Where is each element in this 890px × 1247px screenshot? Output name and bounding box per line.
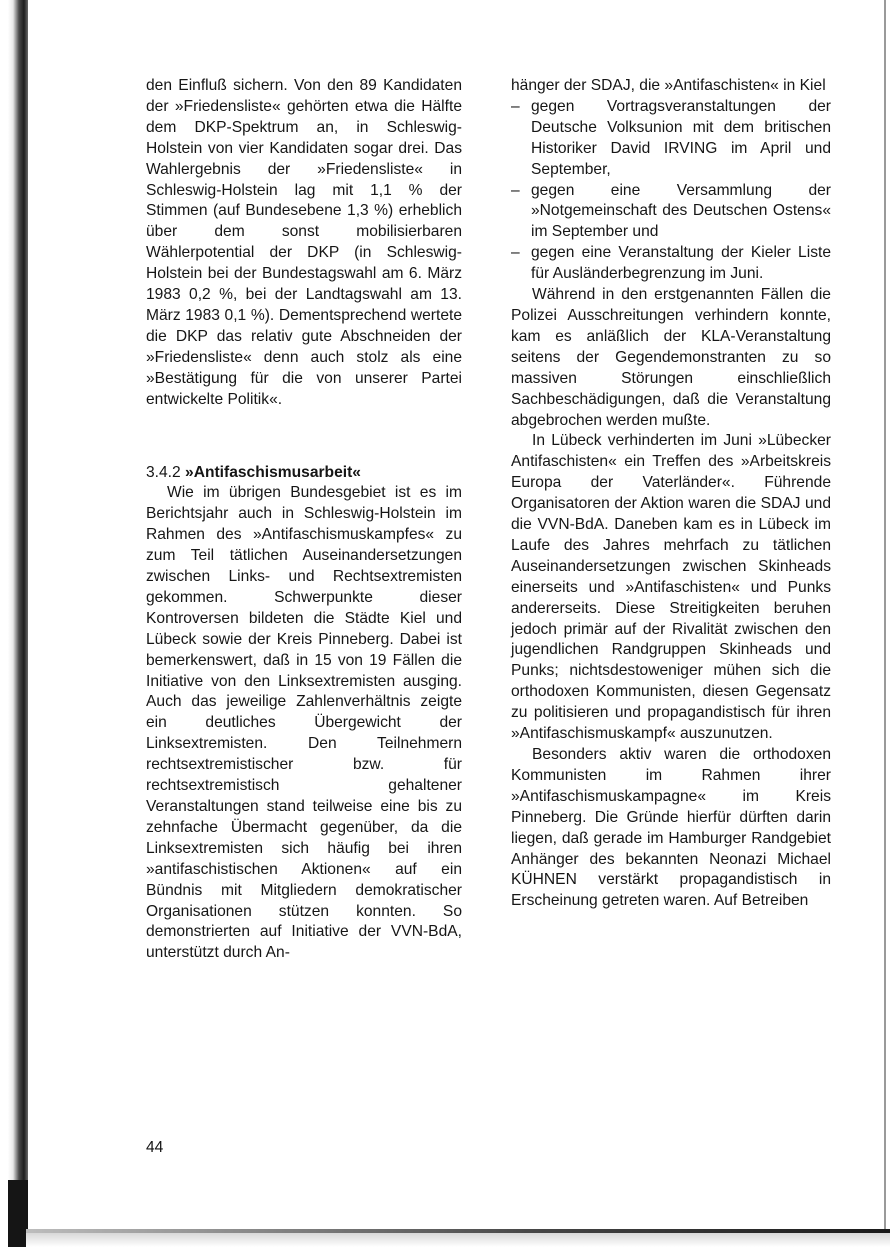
section-title: »Antifaschismusarbeit« — [185, 463, 361, 481]
section-number: 3.4.2 — [146, 463, 181, 481]
right-paragraph-1: Während in den erstgenannten Fällen die Polizei Ausschreitungen verhindern konnte, kam es anläßlich der KLA-Veranstaltung seitens der Gegendemonstranten zu so massiven Störungen einschließlich Sachbeschädigungen, daß die Veranstaltung abgebrochen werden mußte. — [511, 286, 831, 429]
page-number: 44 — [146, 1139, 164, 1156]
section-heading — [146, 463, 462, 484]
left-paragraph-2: Wie im übrigen Bundesgebiet ist es im Berichtsjahr auch in Schleswig-Holstein im Rahmen des »Antifaschismuskampfes« zu zum Teil tätlichen Auseinandersetzungen zwischen Links- und Rechtsextremisten gekommen. Schwerpunkte dieser Kontroversen bildeten die Städte Kiel und Lübeck sowie der Kreis Pinneberg. Dabei ist bemerkenswert, daß in 15 von 19 Fällen die Initiative von den Linksextremisten ausging. Auch das jeweilige Zahlenverhältnis zeigte ein deutliches Übergewicht der Linksextremisten. Den Teilnehmern rechtsextremistischer bzw. für rechtsextremistisch gehaltener Veranstaltungen stand teilweise eine bis zu zehnfache Übermacht gegenüber, da die Linksextremisten sich häufig bei ihren »antifaschistischen Aktionen« auf ein Bündnis mit Mitgliedern demokratischer Organisationen stützen konnten. So demonstrierten auf Initiative der VVN-BdA, unterstützt durch An- — [146, 484, 462, 962]
scan-right-edge — [884, 0, 886, 1229]
list-item: – gegen eine Veranstaltung der Kieler Liste für Ausländerbegrenzung im Juni. — [511, 243, 831, 285]
dash-list — [511, 97, 831, 285]
right-paragraph-2: In Lübeck verhinderten im Juni »Lübecker Antifaschisten« ein Treffen des »Arbeitskreis Europa der Vaterländer«. Führende Organisatoren der Aktion waren die SDAJ und die VVN-BdA. Daneben kam es in Lübeck im Laufe des Jahres mehrfach zu tätlichen Auseinandersetzungen zwischen Skinheads einerseits und »Antifaschisten« und Punks andererseits. Diese Streitigkeiten beruhen jedoch primär auf der Rivalität zwischen den jugendlichen Randgruppen Skinheads und Punks; nichtsdestoweniger mühen sich die orthodoxen Kommunisten, diesen Gegensatz zu politisieren und propagandistisch für ihren »Antifaschismuskampf« auszunutzen. — [511, 432, 831, 743]
left-column — [146, 76, 462, 964]
scan-bottom-fade — [26, 1233, 890, 1247]
scan-binding-shadow — [8, 0, 28, 1247]
list-item: – gegen Vortragsveranstaltungen der Deutsche Volksunion mit dem britischen Historiker David IRVING im April und September, — [511, 97, 831, 181]
list-item: – gegen eine Versammlung der »Notgemeinschaft des Deutschen Ostens« im September und — [511, 181, 831, 244]
right-column — [511, 76, 831, 912]
right-paragraph-3: Besonders aktiv waren die orthodoxen Kommunisten im Rahmen ihrer »Antifaschismuskampagne« im Kreis Pinneberg. Die Gründe hierfür dürften darin liegen, daß gerade im Hamburger Randgebiet Anhänger des bekannten Neonazi Michael KÜHNEN verstärkt propagandistisch in Erscheinung getreten waren. Auf Betreiben — [511, 746, 831, 910]
left-paragraph-1: den Einfluß sichern. Von den 89 Kandidaten der »Friedensliste« gehörten etwa die Hälfte dem DKP-Spektrum an, in Schleswig-Holstein von vier Kandidaten sogar drei. Das Wahlergebnis der »Friedensliste« in Schleswig-Holstein lag mit 1,1 % der Stimmen (auf Bundesebene 1,3 %) erheblich über dem sonst mobilisierbaren Wählerpotential der DKP (in Schleswig-Holstein bei der Bundestagswahl am 6. März 1983 0,2 %, bei der Landtagswahl am 13. März 1983 0,1 %). Dementsprechend wertete die DKP das relativ gute Abschneiden der »Friedensliste« denn auch stolz als eine »Bestätigung für die von unserer Partei entwickelte Politik«. — [146, 77, 462, 408]
right-intro: hänger der SDAJ, die »Antifaschisten« in Kiel — [511, 77, 826, 94]
